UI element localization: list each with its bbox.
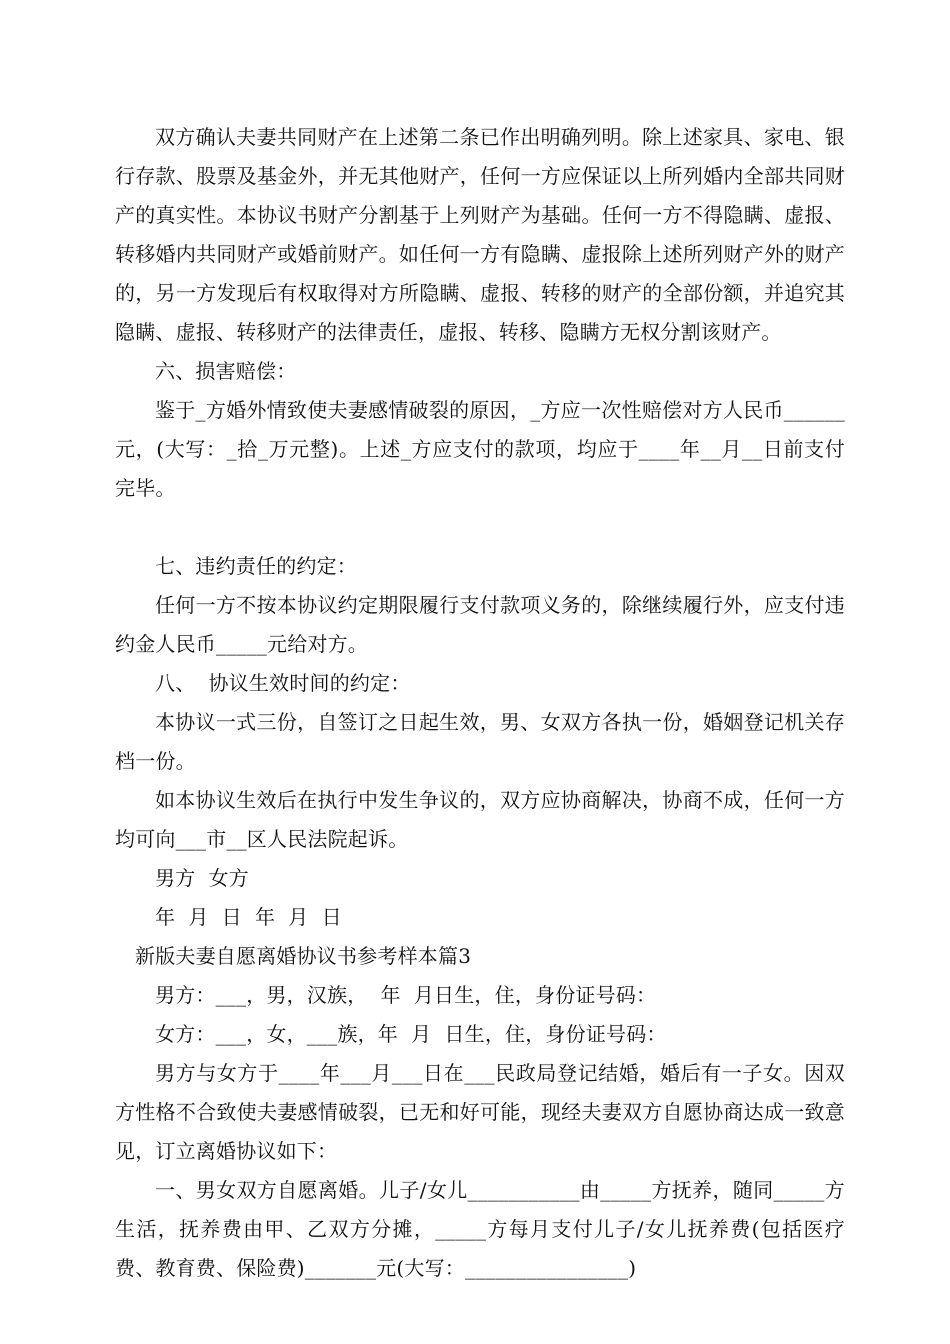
- paragraph-damage-compensation: 鉴于_方婚外情致使夫妻感情破裂的原因，_方应一次性赔偿对方人民币______元，(大写：_拾_万元整)。上述_方应支付的款项，均应于____年__月__日前支付完毕。: [115, 398, 845, 500]
- heading-breach-liability: 七、违约责任的约定：: [155, 554, 357, 578]
- paragraph-effective-time: 本协议一式三份，自签订之日起生效，男、女双方各执一份，婚姻登记机关存档一份。: [115, 710, 845, 773]
- paragraph-breach-liability: 任何一方不按本协议约定期限履行支付款项义务的，除继续履行外，应支付违约金人民币_____元给对方。: [115, 593, 845, 656]
- paragraph-marriage-background: 男方与女方于____年___月___日在___民政局登记结婚，婚后有一子女。因双方性格不合致使夫妻感情破裂，已无和好可能，现经夫妻双方自愿协商达成一致意见，订立离婚协议如下：: [115, 1061, 845, 1163]
- section-title: 新版夫妻自愿离婚协议书参考样本篇3: [135, 944, 472, 968]
- paragraph-property-confirmation: 双方确认夫妻共同财产在上述第二条已作出明确列明。除上述家具、家电、银行存款、股票及基金外，并无其他财产，任何一方应保证以上所列婚内全部共同财产的真实性。本协议书财产分割基于上列财产为基础。任何一方不得隐瞒、虚报、转移婚内共同财产或婚前财产。如任何一方有隐瞒、虚报除上述所列财产外的财产的，另一方发现后有权取得对方所隐瞒、虚报、转移的财产的全部份额，并追究其隐瞒、虚报、转移财产的法律责任，虚报、转移、隐瞒方无权分割该财产。: [115, 125, 845, 344]
- paragraph-dispute-resolution: 如本协议生效后在执行中发生争议的，双方应协商解决，协商不成，任何一方均可向___市__区人民法院起诉。: [115, 788, 845, 851]
- blank-line: [115, 508, 845, 547]
- document-body: [115, 118, 845, 1288]
- woman-information: 女方：___，女，___族，年 月 日生，住，身份证号码：: [155, 1022, 667, 1046]
- heading-effective-time: 八、 协议生效时间的约定：: [155, 671, 411, 695]
- heading-damage-compensation: 六、损害赔偿：: [155, 359, 297, 383]
- man-information: 男方：___，男，汉族， 年 月日生，住，身份证号码：: [155, 983, 657, 1007]
- paragraph-clause-one: 一、男女双方自愿离婚。儿子/女儿___________由_____方抚养，随同_____方生活，抚养费由甲、乙双方分摊，_____方每月支付儿子/女儿抚养费(包括医疗费、教育费、保险费)_______元(大写：________________): [115, 1178, 845, 1280]
- signature-dates: 年 月 日 年 月 日: [155, 905, 342, 929]
- signature-parties: 男方 女方: [155, 866, 249, 890]
